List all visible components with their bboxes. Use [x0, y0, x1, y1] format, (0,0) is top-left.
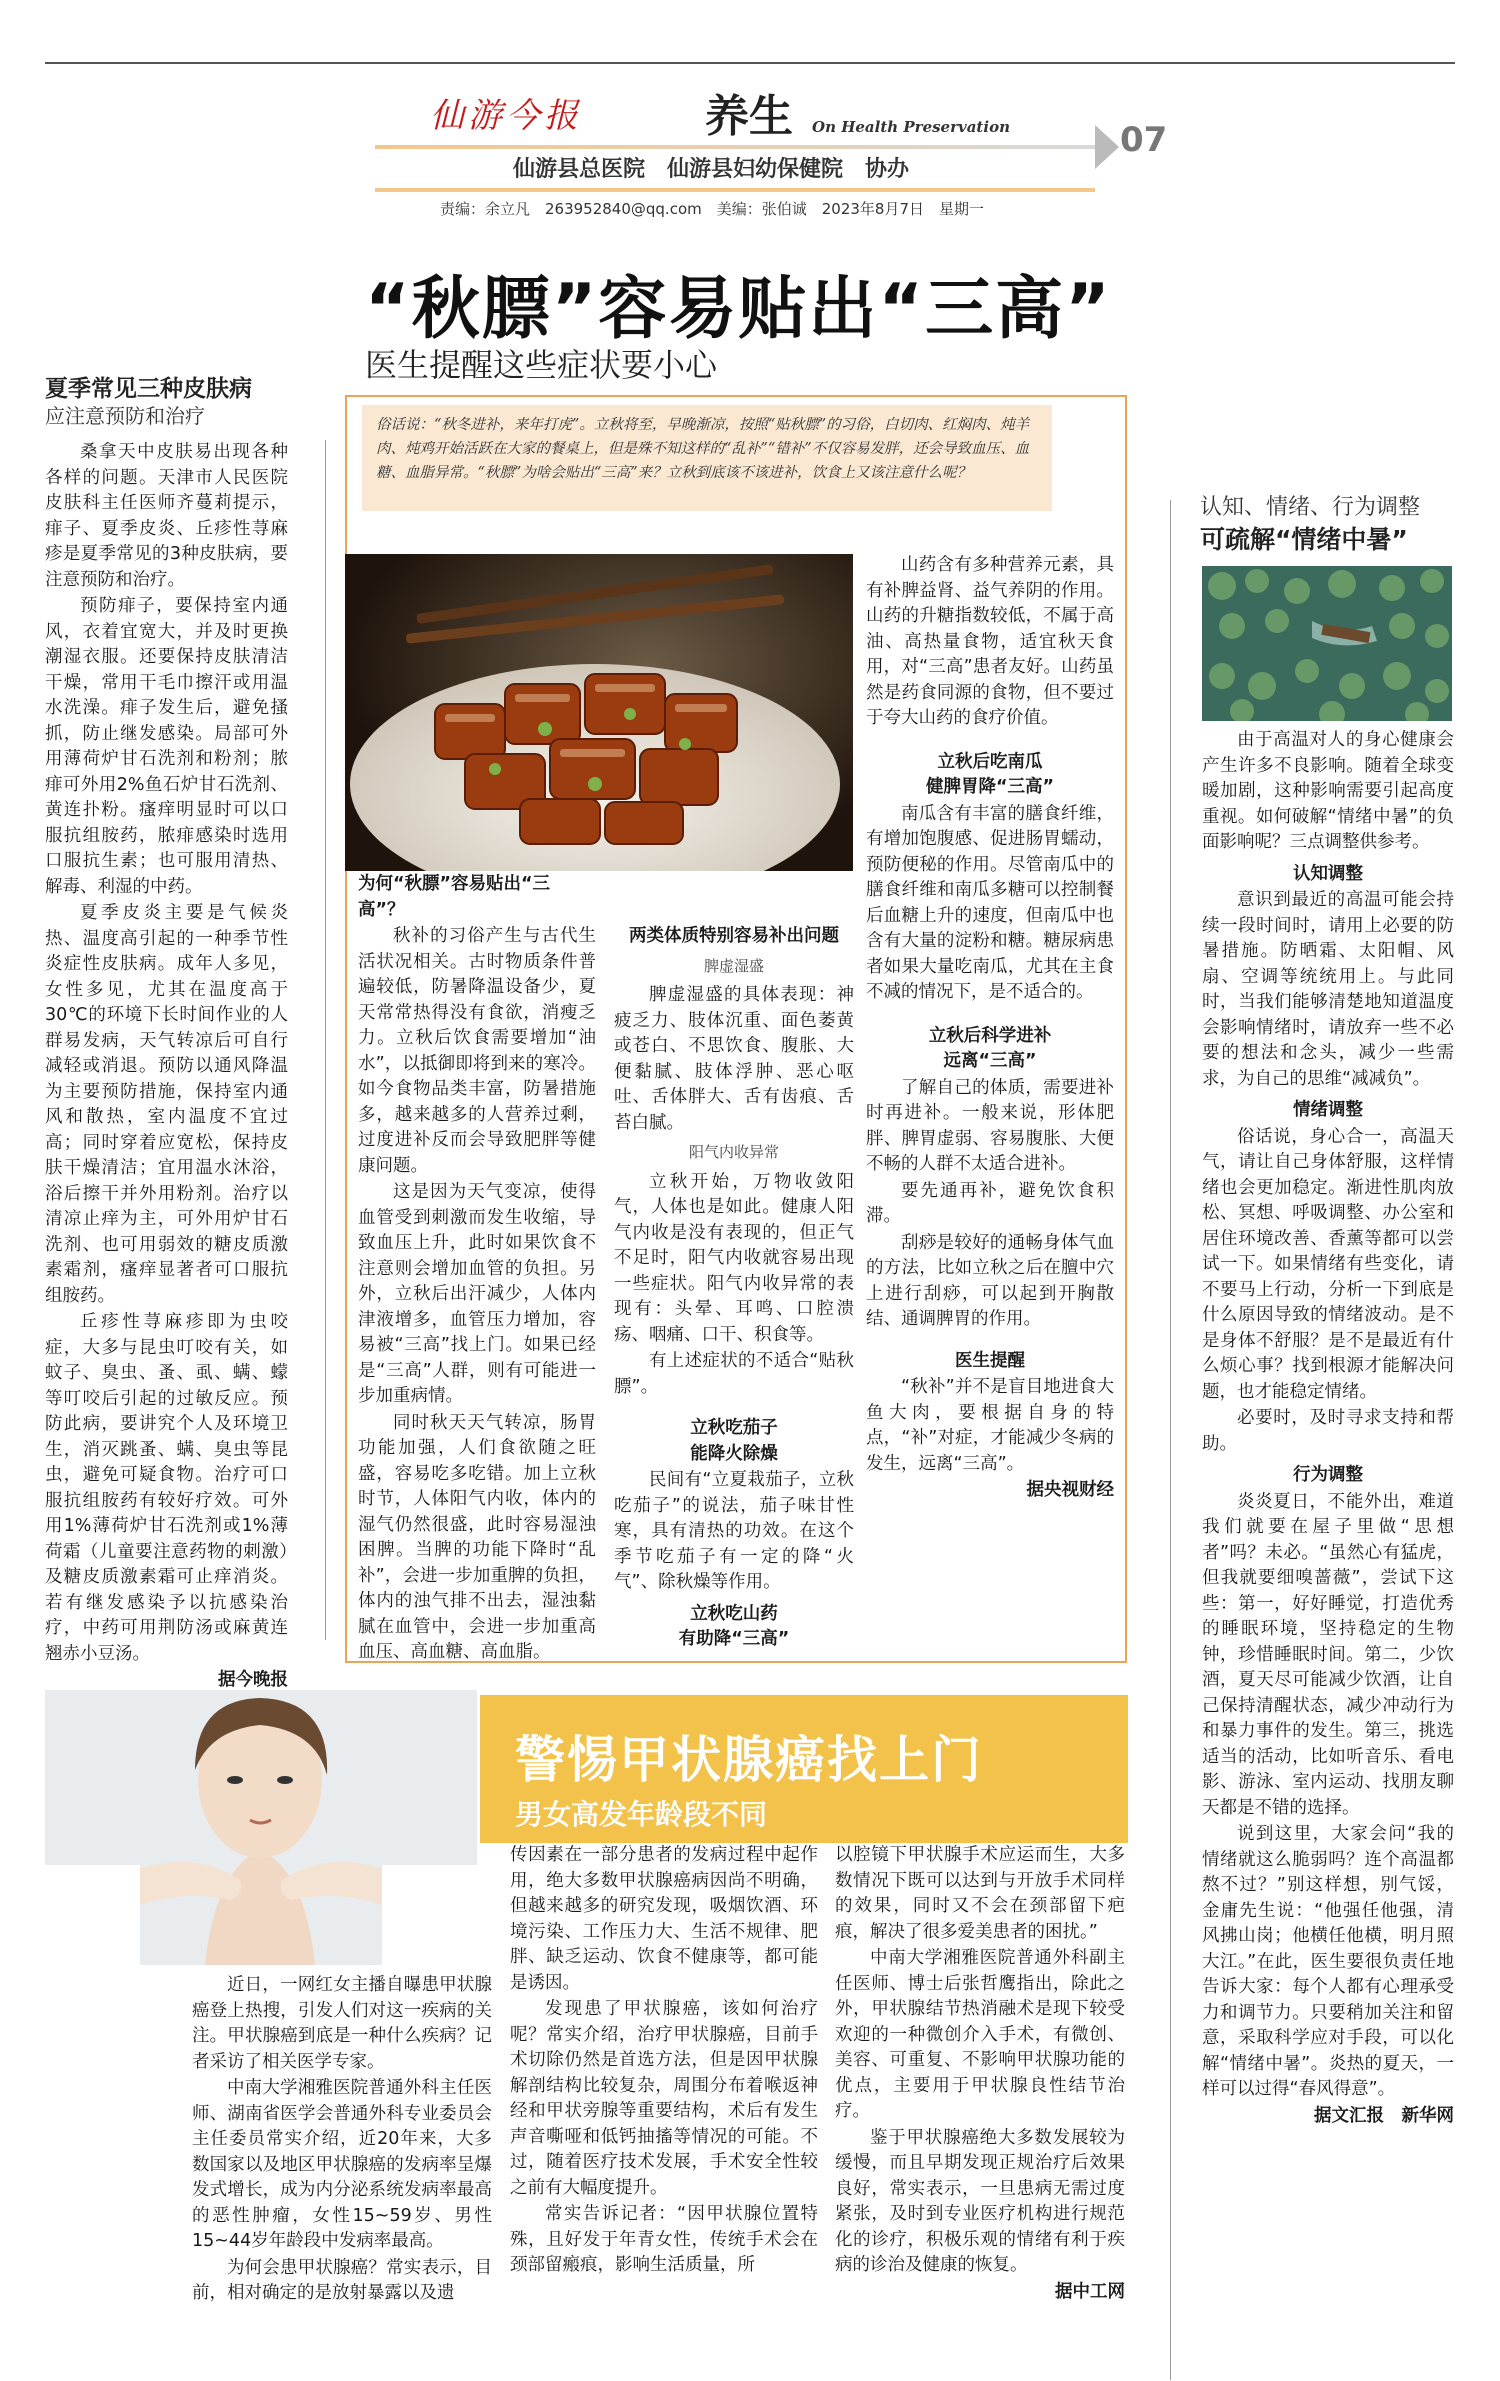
- main-col-3: [866, 553, 1114, 1505]
- lake-photo: [1202, 566, 1452, 721]
- right-subtitle: 可疏解“情绪中暑”: [1200, 525, 1408, 554]
- braised-pork-photo: [345, 554, 853, 871]
- main-col3-para: 南瓜含有丰富的膳食纤维，有增加饱腹感、促进肠胃蠕动，预防便秘的作用。尽管南瓜中的膳食纤维和南瓜多糖可以控制餐后血糖上升的速度，但南瓜中也含有大量的淀粉和糖。糖尿病患者如果大量吃南瓜，尤其在主食不减的情况下，是不适合的。: [866, 803, 1114, 1002]
- main-col3-para: 山药含有多种营养元素，具有补脾益肾、益气养阴的作用。山药的升糖指数较低，不属于高油、高热量食物，适宜秋天食用，对“三高”患者友好。山药虽然是药食同源的食物，但不要过于夸大山药的食疗价值。: [866, 555, 1114, 728]
- main-col3-para: “秋补”并不是盲目地进食大鱼大肉，要根据自身的特点，“补”对症，才能减少冬病的发生，远离“三高”。: [866, 1377, 1114, 1474]
- page-arrow: [1095, 125, 1119, 169]
- main-col3-para: 了解自己的体质，需要进补时再进补。一般来说，形体肥胖、脾胃虚弱、容易腹胀、大便不畅的人群不太适合进补。: [866, 1077, 1114, 1174]
- right-column-rule: [1170, 500, 1171, 2380]
- right-source: 据文汇报 新华网: [1314, 2105, 1454, 2126]
- main-col2-para: 脾虚湿盛的具体表现：神疲乏力、肢体沉重、面色萎黄或苍白、不思饮食、腹胀、大便黏腻、肢体浮肿、恶心呕吐、舌体胖大、舌有齿痕、舌苔白腻。: [614, 985, 854, 1133]
- main-col2-heading: 两类体质特别容易补出问题: [629, 926, 839, 946]
- left-para: 丘疹性荨麻疹即为虫咬症，大多与昆虫叮咬有关，如蚊子、臭虫、蚤、虱、螨、蠓等叮咬后引起的过敏反应。预防此病，要讲究个人及环境卫生，消灭跳蚤、螨、臭虫等昆虫，避免可疑食物。治疗可口服抗组胺药有较好疗效。可外用1%薄荷炉甘石洗剂或1%薄荷霜（儿童要注意药物的刺激）及糖皮质激素霜可止痒消炎。若有继发感染予以抗感染治疗，中药可用荆防汤或麻黄连翘赤小豆汤。: [45, 1312, 288, 1664]
- left-para: 预防痱子，要保持室内通风，衣着宜宽大，并及时更换潮湿衣服。还要保持皮肤清洁干燥，常用干毛巾擦汗或用温水洗澡。痱子发生后，避免搔抓，防止继发感染。局部可外用薄荷炉甘石洗剂和粉剂；脓痱可外用2%鱼石炉甘石洗剂、黄连扑粉。瘙痒明显时可以口服抗组胺药，脓痱感染时选用口服抗生素；也可服用清热、解毒、利湿的中药。: [45, 596, 288, 897]
- thyroid-col-3: [835, 1843, 1125, 2306]
- left-para: 桑拿天中皮肤易出现各种各样的问题。天津市人民医院皮肤科主任医师齐蔓莉提示，痱子、夏季皮炎、丘疹性荨麻疹是夏季常见的3种皮肤病，要注意预防和治疗。: [45, 442, 288, 590]
- right-para: 炎炎夏日，不能外出，难道我们就要在屋子里做“思想者”吗？未必。“虽然心有猛虎，但我就要细嗅蔷薇”，尝试下这些：第一，好好睡觉，打造优秀的睡眠环境，坚持稳定的生物钟，珍惜睡眠时间。第二，少饮酒，夏天尽可能减少饮酒，让自己保持清醒状态，减少冲动行为和暴力事件的发生。第三，挑选适当的活动，比如听音乐、看电影、游泳、室内运动、找朋友聊天都是不错的选择。: [1202, 1491, 1454, 1818]
- right-heading: 认知调整: [1293, 863, 1363, 884]
- header-bar: [375, 145, 1095, 149]
- main-col2-sub2: 阳气内收异常: [688, 1143, 779, 1161]
- thyroid-source: 据中工网: [1055, 2281, 1125, 2302]
- right-title: 认知、情绪、行为调整: [1200, 495, 1421, 520]
- top-rule: [45, 62, 1455, 64]
- thyroid-para: 鉴于甲状腺癌绝大多数发展较为缓慢，而且早期发现正规治疗后效果良好，常实表示，一旦患病无需过度紧张，及时到专业医疗机构进行规范化的诊疗，积极乐观的情绪有利于疾病的诊治及健康的恢复。: [835, 2127, 1125, 2275]
- thyroid-col-1: [192, 1973, 492, 2308]
- section-title: 养生: [705, 91, 793, 142]
- thyroid-para: 中南大学湘雅医院普通外科主任医师、湖南省医学会普通外科专业委员会主任委员常实介绍，近20年来，大多数国家以及地区甲状腺癌的发病率呈爆发式增长，成为内分泌系统发病率最高的恶性肿瘤，女性15~59岁、男性15~44岁年龄段中发病率最高。: [192, 2078, 492, 2251]
- thyroid-para: 发现患了甲状腺癌，该如何治疗呢？常实介绍，治疗甲状腺癌，目前手术切除仍然是首选方法，但是因甲状腺解剖结构比较复杂，周围分布着喉返神经和甲状旁腺等重要结构，术后有发生声音嘶哑和低钙抽搐等情况的可能。不过，随着医疗技术发展，手术安全性较之前有大幅度提升。: [510, 1999, 818, 2198]
- main-col3-heading2: 立秋后科学进补 远离“三高”: [928, 1025, 1052, 1071]
- thyroid-para: 以腔镜下甲状腺手术应运而生，大多数情况下既可以达到与开放手术同样的效果，同时又不会在颈部留下疤痕，解决了很多爱美患者的困扰。”: [835, 1845, 1125, 1942]
- main-col1-para: 同时秋天天气转凉，肠胃功能加强，人们食欲随之旺盛，容易吃多吃错。加上立秋时节，人体阳气内收，体内的湿气仍然很盛，此时容易湿浊困脾。当脾的功能下降时“乱补”，会进一步加重脾的负担，体内的浊气排不出去，湿浊黏腻在血管中，会进一步加重高血压、高血糖、高血脂。: [358, 1412, 596, 1662]
- main-source: 据央视财经: [1026, 1480, 1114, 1500]
- right-para: 俗话说，身心合一，高温天气，请让自己身体舒服，这样情绪也会更加稳定。渐进性肌肉放松、冥想、呼吸调整、办公室和居住环境改善、香薰等都可以尝试一下。如果情绪有些变化，请不要马上行动，分析一下到底是什么原因导致的情绪波动。是不是身体不舒服？是不是最近有什么烦心事？找到根源才能解决问题，也才能稳定情绪。: [1202, 1126, 1454, 1402]
- main-subtitle: 医生提醒这些症状要小心: [365, 346, 718, 384]
- section-title-en: On Health Preservation: [812, 118, 1010, 136]
- cohost-line: 仙游县总医院 仙游县妇幼保健院 协办: [513, 157, 910, 182]
- main-col2-para: 立秋开始，万物收敛阳气，人体也是如此。健康人阳气内收是没有表现的，但正气不足时，阳气内收就容易出现一些症状。阳气内收异常的表现有：头晕、耳鸣、口腔溃疡、咽痛、口干、积食等。: [614, 1171, 854, 1345]
- main-title: “秋膘”容易贴出“三高”: [365, 270, 1112, 349]
- right-para: 必要时，及时寻求支持和帮助。: [1202, 1408, 1454, 1454]
- doctor-patient-photo: [45, 1690, 477, 1965]
- main-col3-para: 刮痧是较好的通畅身体气血的方法，比如立秋之后在膻中穴上进行刮痧，可以起到开胸散结、通调脾胃的作用。: [866, 1232, 1114, 1329]
- thyroid-para: 常实告诉记者：“因甲状腺位置特殊，且好发于年青女性，传统手术会在颈部留瘢痕，影响生活质量，所: [510, 2204, 818, 2275]
- cohost-bar: [375, 188, 1095, 192]
- main-col1-para: 秋补的习俗产生与古代生活状况相关。古时物质条件普遍较低，防暑降温设备少，夏天常常热得没有食欲，消瘦乏力。立秋后饮食需要增加“油水”，以抵御即将到来的寒冷。如今食物品类丰富，防暑措施多，越来越多的人营养过剩，过度进补反而会导致肥胖等健康问题。: [358, 926, 596, 1176]
- main-col3-heading3: 医生提醒: [955, 1350, 1025, 1371]
- left-para: 夏季皮炎主要是气候炎热、温度高引起的一种季节性炎症性皮肤病。成年人多见，女性多见，尤其在温度高于30℃的环境下长时间作业的人群易发病，天气转凉后可自行减轻或消退。预防以通风降温为主要预防措施，保持室内通风和散热，室内温度不宜过高；同时穿着应宽松，保持皮肤干燥清洁；宜用温水沐浴，浴后擦干并外用粉剂。治疗以清凉止痒为主，可外用炉甘石洗剂、也可用弱效的糖皮质激素霜剂，瘙痒显著者可口服抗组胺药。: [45, 903, 288, 1306]
- main-col2-heading3: 立秋吃茄子 能降火除燥: [690, 1418, 778, 1464]
- main-col2-para: 有上述症状的不适合“贴秋膘”。: [614, 1351, 854, 1397]
- main-col2-sub1: 脾虚湿盛: [703, 956, 764, 975]
- main-col-2: [614, 872, 854, 1654]
- left-title: 夏季常见三种皮肤病: [45, 376, 252, 402]
- thyroid-title: 警惕甲状腺癌找上门: [515, 1731, 983, 1789]
- left-column-rule: [325, 440, 326, 1640]
- thyroid-para: 为何会患甲状腺癌？常实表示，目前，相对确定的是放射暴露以及遗: [192, 2257, 492, 2303]
- right-para: 由于高温对人的身心健康会产生许多不良影响。随着全球变暖加剧，这种影响需要引起高度重视。如何破解“情绪中暑”的负面影响呢？三点调整供参考。: [1202, 730, 1454, 852]
- main-col3-para: 要先通再补，避免饮食积滞。: [866, 1180, 1114, 1226]
- credits-line: 责编：余立凡 263952840@qq.com 美编：张伯诚 2023年8月7日 星期一: [440, 200, 985, 218]
- thyroid-para: 近日，一网红女主播自曝患甲状腺癌登上热搜，引发人们对这一疾病的关注。甲状腺癌到底是一种什么疾病？记者采访了相关医学专家。: [192, 1975, 492, 2072]
- main-col1-para: 这是因为天气变凉，使得血管受到刺激而发生收缩，导致血压上升，此时如果饮食不注意则会增加血管的负担。另外，立秋后出汗减少，人体内津液增多，血管压力增加，容易被“三高”找上门。如果已经是“三高”人群，则有可能进一步加重病情。: [358, 1182, 596, 1406]
- paper-name: 仙游今报: [430, 96, 582, 136]
- thyroid-para: 传因素在一部分患者的发病过程中起作用，绝大多数甲状腺癌病因尚不明确，但越来越多的研究发现，吸烟饮酒、环境污染、工作压力大、生活不规律、肥胖、缺乏运动、饮食不健康等，都可能是诱因。: [510, 1845, 818, 1993]
- right-article-body: [1202, 728, 1454, 2130]
- main-col3-heading1: 立秋后吃南瓜 健脾胃降“三高”: [925, 751, 1054, 797]
- main-col-1: [358, 872, 596, 1667]
- thyroid-para: 中南大学湘雅医院普通外科副主任医师、博士后张哲鹰指出，除此之外，甲状腺结节热消融术是现下较受欢迎的一种微创介入手术，有微创、美容、可重复、不影响甲状腺功能的优点，主要用于甲状腺良性结节治疗。: [835, 1948, 1125, 2121]
- main-col2-heading4: 立秋吃山药 有助降“三高”: [678, 1603, 790, 1649]
- thyroid-subtitle: 男女高发年龄段不同: [515, 1798, 768, 1831]
- right-heading: 行为调整: [1293, 1465, 1363, 1485]
- thyroid-col-2: [510, 1843, 818, 2280]
- page-number: 07: [1120, 120, 1168, 160]
- left-article-body: [45, 440, 288, 1695]
- right-para: 意识到最近的高温可能会持续一段时间时，请用上必要的防暑措施。防晒霜、太阳帽、风扇、空调等统统用上。与此同时，当我们能够清楚地知道温度会影响情绪时，请放弃一些不必要的想法和念头，减少一些需求，为自己的思维“减减负”。: [1202, 890, 1454, 1089]
- masthead: [375, 80, 1175, 230]
- left-source: 据今晚报: [218, 1670, 288, 1690]
- main-col2-spacer: [614, 872, 854, 918]
- main-col2-para: 民间有“立夏栽茄子，立秋吃茄子”的说法，茄子味甘性寒，具有清热的功效。在这个季节吃茄子有一定的降“火气”、除秋燥等作用。: [614, 1470, 854, 1592]
- main-intro: 俗话说：“秋冬进补，来年打虎”。立秋将至，早晚渐凉，按照“贴秋膘”的习俗，白切肉、红焖肉、炖羊肉、炖鸡开始活跃在大家的餐桌上，但是殊不知这样的“乱补”“错补”不仅容易发胖，还会导致血压、血糖、血脂异常。“秋膘”为啥会贴出“三高”来？立秋到底该不该进补，饮食上又该注意什么呢？: [362, 405, 1052, 511]
- left-subtitle: 应注意预防和治疗: [45, 404, 205, 428]
- main-col1-heading: 为何“秋膘”容易贴出“三高”？: [358, 874, 551, 920]
- right-heading: 情绪调整: [1293, 1100, 1363, 1120]
- right-para: 说到这里，大家会问“我的情绪就这么脆弱吗？连个高温都熬不过？”别这样想，别气馁，金庸先生说：“他强任他强，清风拂山岗；他横任他横，明月照大江。”在此，医生要很负责任地告诉大家：每个人都有心理承受力和调节力。只要稍加关注和留意，采取科学应对手段，可以化解“情绪中暑”。炎热的夏天，一样可以过得“春风得意”。: [1202, 1824, 1454, 2099]
